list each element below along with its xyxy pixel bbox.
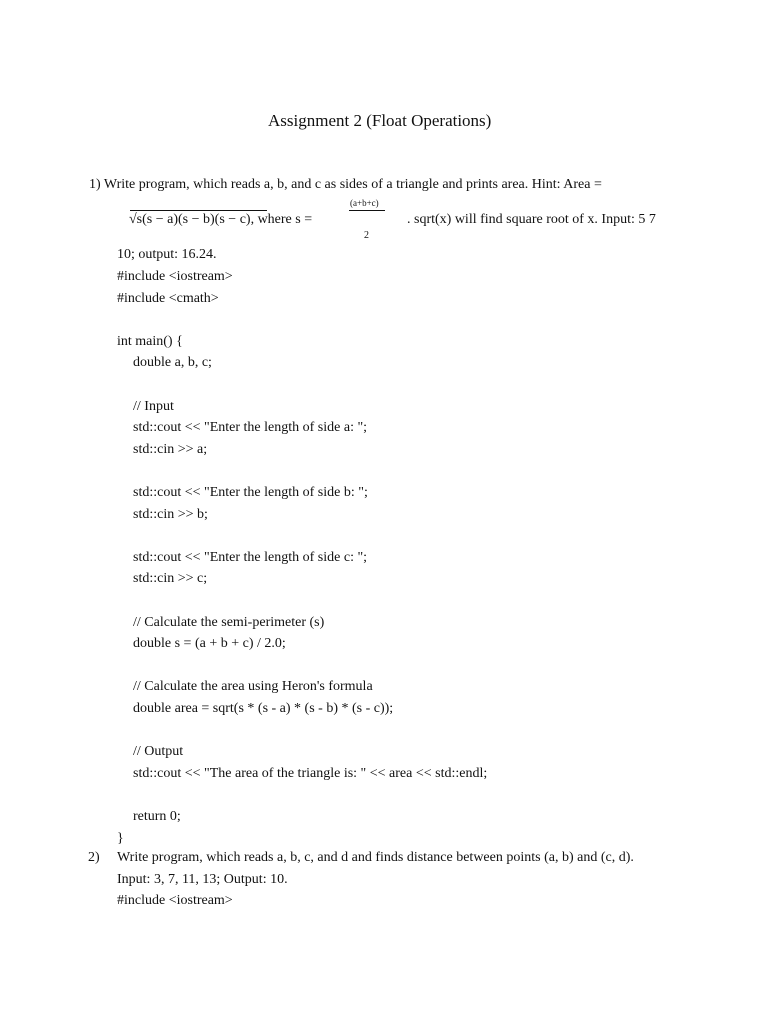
fraction-numerator: (a+b+c) [350,198,379,208]
code-line: // Calculate the area using Heron's formula [133,679,373,694]
question-2-number: 2) [88,850,100,865]
code-line: std::cin >> a; [133,442,208,457]
code-line: std::cout << "Enter the length of side c: "; [133,550,368,565]
code-line: double s = (a + b + c) / 2.0; [133,636,286,651]
page-title: Assignment 2 (Float Operations) [268,111,492,130]
question-1-io: 10; output: 16.24. [117,247,217,262]
code-line: #include <cmath> [117,291,219,306]
area-formula-overline [130,210,267,211]
code-line: std::cout << "The area of the triangle is: " << area << std::endl; [133,766,488,781]
code-line: // Calculate the semi-perimeter (s) [133,615,325,630]
code-line: std::cin >> c; [133,571,208,586]
code-line: std::cout << "Enter the length of side b: "; [133,485,368,500]
code-line: #include <iostream> [117,269,233,284]
question-2-code-line: #include <iostream> [117,893,233,908]
code-line: std::cin >> b; [133,507,208,522]
fraction-denominator: 2 [364,230,369,241]
code-line: int main() { [117,334,183,349]
code-line: // Output [133,744,184,759]
question-2-text: Write program, which reads a, b, c, and d and finds distance between points (a, b) and (c, d). [117,850,634,865]
area-formula: √s(s − a)(s − b)(s − c), where s = [129,212,313,227]
fraction-bar [349,210,385,211]
code-line: double a, b, c; [133,355,212,370]
formula-tail: . sqrt(x) will find square root of x. Input: 5 7 [407,212,656,227]
code-line: std::cout << "Enter the length of side a: "; [133,420,368,435]
question-2-io: Input: 3, 7, 11, 13; Output: 10. [117,872,288,887]
code-line: return 0; [133,809,181,824]
question-1-text: 1) Write program, which reads a, b, and c as sides of a triangle and prints area. Hint: Area = [89,177,602,192]
code-line: double area = sqrt(s * (s - a) * (s - b) * (s - c)); [133,701,394,716]
code-line: } [117,831,124,846]
code-line: // Input [133,399,174,414]
